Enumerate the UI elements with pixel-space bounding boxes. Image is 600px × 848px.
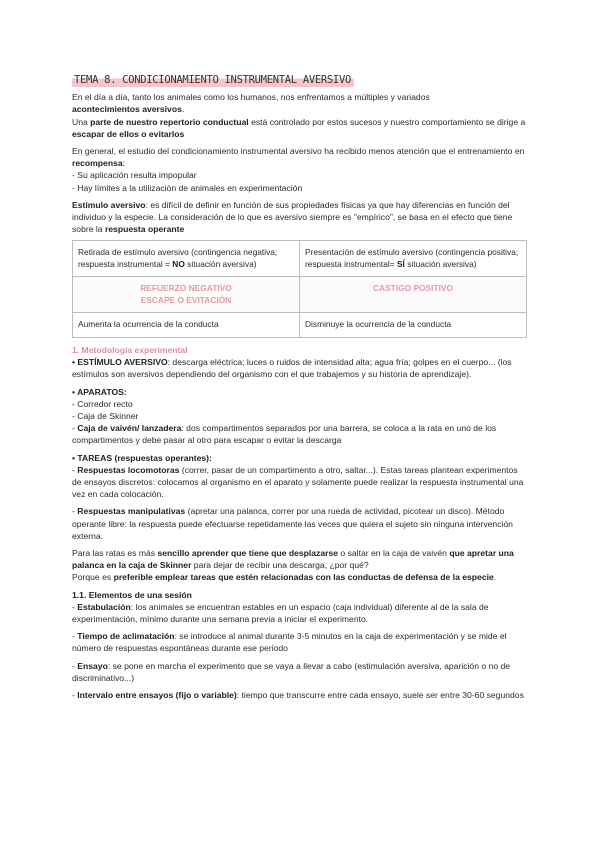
table-row [73,277,527,313]
estimulo-aversivo-term: • ESTÍMULO AVERSIVO [72,357,168,368]
period: . [181,104,185,115]
colon: : [122,158,126,169]
general-item-1: - Su aplicación resulta impopular [72,170,197,181]
tareas-heading: • TAREAS (respuestas operantes): [72,452,212,463]
sesion-item-2: - Tiempo de aclimatación: se introduce al animal durante 3-5 minutos en la caja de experimentación y se mide el número de respuestas espontáneas durante ese periodo [72,631,507,654]
general-text: En general, el estudio del condicionamiento instrumental aversivo ha recibido menos atención que el entrenamiento en [72,146,525,157]
table-cell-retirada: Retirada de estímulo aversivo (contingencia negativa; respuesta instrumental = NO situación aversiva) [73,241,300,277]
estimulo-term: Estímulo aversivo [72,199,146,210]
intro-bold-3: escapar de ellos o evitarlos [72,128,185,139]
page-title: TEMA 8. CONDICIONAMIENTO INSTRUMENTAL AVERSIVO [72,72,354,87]
table-cell-castigo: CASTIGO POSITIVO [300,277,527,313]
sesion-item-1: - Estabulación: los animales se encuentran estables en un espacio (caja individual) diferente al de la sala de experimentación, mínimo durante una semana previa a iniciar el experimento. [72,601,489,624]
intro-text-2: Una [72,116,91,127]
intro-bold: acontecimientos aversivos [72,104,182,115]
aparatos-item-2: - Caja de Skinner [72,410,139,421]
general-item-2: - Hay límites a la utilización de animales en experimentación [72,182,303,193]
locomotoras-term: Respuestas locomotoras [77,464,180,475]
table-row [73,241,527,277]
manipulativas-text: (apretar una palanca, correr por una rueda de actividad, picotear un disco). Método operante libre: la respuesta puede efectuarse repetidamente las veces que quiera el sujeto sin ninguna intervención externa. [72,506,513,541]
general-bold: recompensa [72,158,123,169]
tareas-paragraph: • TAREAS (respuestas operantes): - Respuestas locomotoras (correr, pasar de un compartimento a otro, saltar...). Estas tareas plantean experimentos de ensayos discretos: colocamos al organismo en el aparato y solamente puede realizar la respuesta instrumental una vez en cada colocación. [72,452,527,501]
ratas-paragraph: Para las ratas es más sencillo aprender que tiene que desplazarse o saltar en la caja de vaivén que apretar una palanca en la caja de Skinner para dejar de recibir una descarga, ¿por qué? Porque es preferible emplear tareas que estén relacionadas con las conductas de defensa de la especie. [72,547,514,583]
section-heading-metodologia: 1. Metodología experimental [72,344,188,355]
table-cell-presentacion: Presentación de estímulo aversivo (contingencia positiva; respuesta instrumental= SÍ situación aversiva) [300,241,527,277]
manipulativas-term: Respuestas manipulativas [77,506,186,517]
intro-bold-2: parte de nuestro repertorio conductual [90,116,249,127]
aparatos-item-3-text: : dos compartimentos separados por una barrera, se coloca a la rata en uno de los compartimentos y debe pasar al otro para escapar o evitar la descarga [72,423,497,446]
contingency-table [72,240,527,338]
section-heading-sesion: 1.1. Elementos de una sesión [72,589,192,600]
estimulo-text: : es difícil de definir en función de sus propiedades físicas ya que hay diferencias en función del individuo y la especie. La consideración de lo que es aversivo siempre es "empírico", se basa en el efecto que tiene sobre la [72,199,513,235]
locomotoras-text: (correr, pasar de un compartimento a otro, saltar...). Estas tareas plantean experimentos de ensayos discretos: colocamos al organismo en el aparato y solamente puede realizar la respuesta instrumental una vez en cada colocación. [72,464,524,500]
aparatos-item-1: - Corredor recto [72,398,133,409]
table-cell-disminuye: Disminuye la ocurrencia de la conducta [300,313,527,338]
intro-paragraph [72,91,527,140]
manipulativas-paragraph: - Respuestas manipulativas (apretar una palanca, correr por una rueda de actividad, picotear un disco). Método operante libre: la respuesta puede efectuarse repetidamente las veces que quiera el sujeto sin ninguna intervención externa. [72,506,513,541]
aparatos-item-3-term: Caja de vaivén/ lanzadera [77,423,182,434]
estimulo-aversivo-paragraph [72,356,527,380]
aparatos-paragraph: • APARATOS: - Corredor recto - Caja de Skinner - Caja de vaivén/ lanzadera: dos compartimentos separados por una barrera, se coloca a la rata en uno de los compartimentos y debe pasar al otro para escapar o evitar la descarga [72,386,527,447]
aparatos-heading: • APARATOS: [72,386,127,397]
sesion-item-3: - Ensayo: se pone en marcha el experimento que se vaya a llevar a cabo (estimulación aversiva, aparición o no de discriminativo...) [72,660,511,683]
table-cell-aumenta: Aumenta la ocurrencia de la conducta [73,313,300,338]
estimulo-paragraph [72,199,527,236]
estimulo-bold: respuesta operante [104,224,185,235]
general-paragraph [72,145,527,194]
estimulo-aversivo-text: : descarga eléctrica; luces o ruidos de intensidad alta; agua fría; golpes en el cuerpo... (los estímulos son aversivos dependiendo del organismo con el que trabajemos y su historia de aprendizaje). [72,357,512,380]
sesion-item-4: - Intervalo entre ensayos (fijo o variable): tiempo que transcurre entre cada ensayo, suele ser entre 30-60 segundos [72,690,524,701]
table-row [73,313,527,338]
table-cell-refuerzo: REFUERZO NEGATIVO ESCAPE O EVITACIÓN [73,277,300,313]
intro-text-3: está controlado por estos sucesos y nuestro comportamiento se dirige a [248,116,526,127]
document-page [72,72,527,706]
intro-text: En el día a día, tanto los animales como los humanos, nos enfrentamos a múltiples y variados [72,92,430,103]
